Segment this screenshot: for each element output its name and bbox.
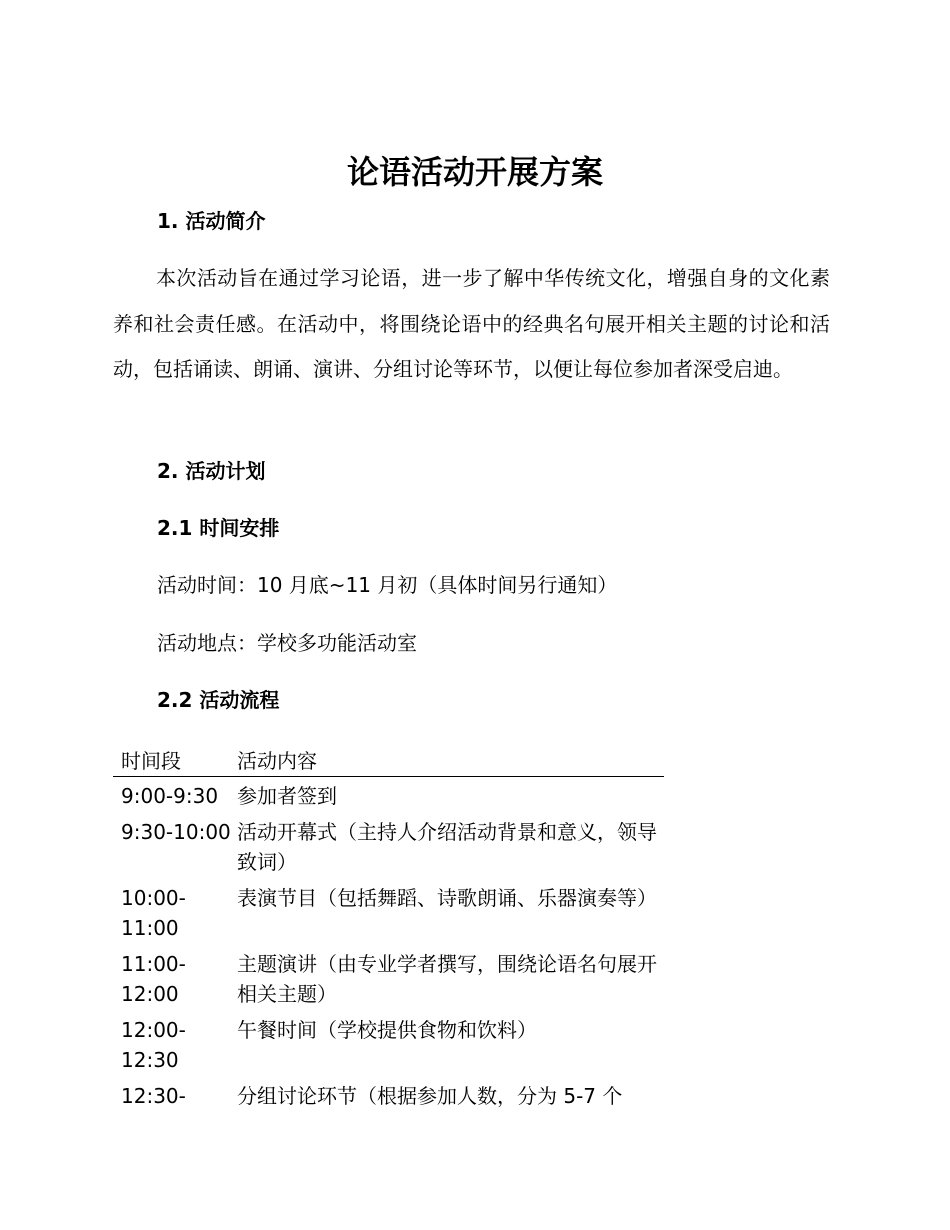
header-activity-content: 活动内容 — [237, 749, 317, 773]
row-time: 9:00-9:30 — [121, 784, 219, 808]
row-time: 12:30- — [121, 1084, 186, 1108]
row-content: 活动开幕式（主持人介绍活动背景和意义，领导致词） — [237, 820, 657, 874]
schedule-header-row — [113, 742, 664, 777]
section-2-2-heading: 2.2 活动流程 — [157, 688, 280, 712]
section-2-heading: 2. 活动计划 — [157, 459, 266, 483]
row-time: 10:00-11:00 — [121, 886, 186, 940]
activity-place-line: 活动地点：学校多功能活动室 — [157, 631, 417, 655]
section-1-paragraph: 本次活动旨在通过学习论语，进一步了解中华传统文化，增强自身的文化素养和社会责任感。在活动中，将围绕论语中的经典名句展开相关主题的讨论和活动，包括诵读、朗诵、演讲、分组讨论等环节，以便让每位参加者深受启迪。 — [113, 266, 830, 381]
table-row — [113, 945, 664, 1011]
table-row — [113, 1011, 664, 1077]
schedule-table — [113, 742, 664, 1113]
row-time: 9:30-10:00 — [121, 820, 231, 844]
section-2-1-heading: 2.1 时间安排 — [157, 516, 280, 540]
table-row — [113, 813, 664, 879]
row-content: 分组讨论环节（根据参加人数，分为 5-7 个 — [237, 1084, 623, 1108]
row-time: 11:00-12:00 — [121, 952, 186, 1006]
row-content: 主题演讲（由专业学者撰写，围绕论语名句展开相关主题） — [237, 952, 657, 1006]
section-1-heading: 1. 活动简介 — [157, 209, 266, 233]
row-time: 12:00-12:30 — [121, 1018, 186, 1072]
table-row — [113, 777, 664, 814]
row-content: 表演节目（包括舞蹈、诗歌朗诵、乐器演奏等） — [237, 886, 657, 910]
table-row — [113, 879, 664, 945]
document-title: 论语活动开展方案 — [346, 153, 603, 191]
activity-time-line: 活动时间：10 月底~11 月初（具体时间另行通知） — [157, 573, 618, 597]
header-time-period: 时间段 — [121, 749, 181, 773]
row-content: 参加者签到 — [237, 784, 337, 808]
table-row — [113, 1077, 664, 1113]
row-content: 午餐时间（学校提供食物和饮料） — [237, 1018, 537, 1042]
